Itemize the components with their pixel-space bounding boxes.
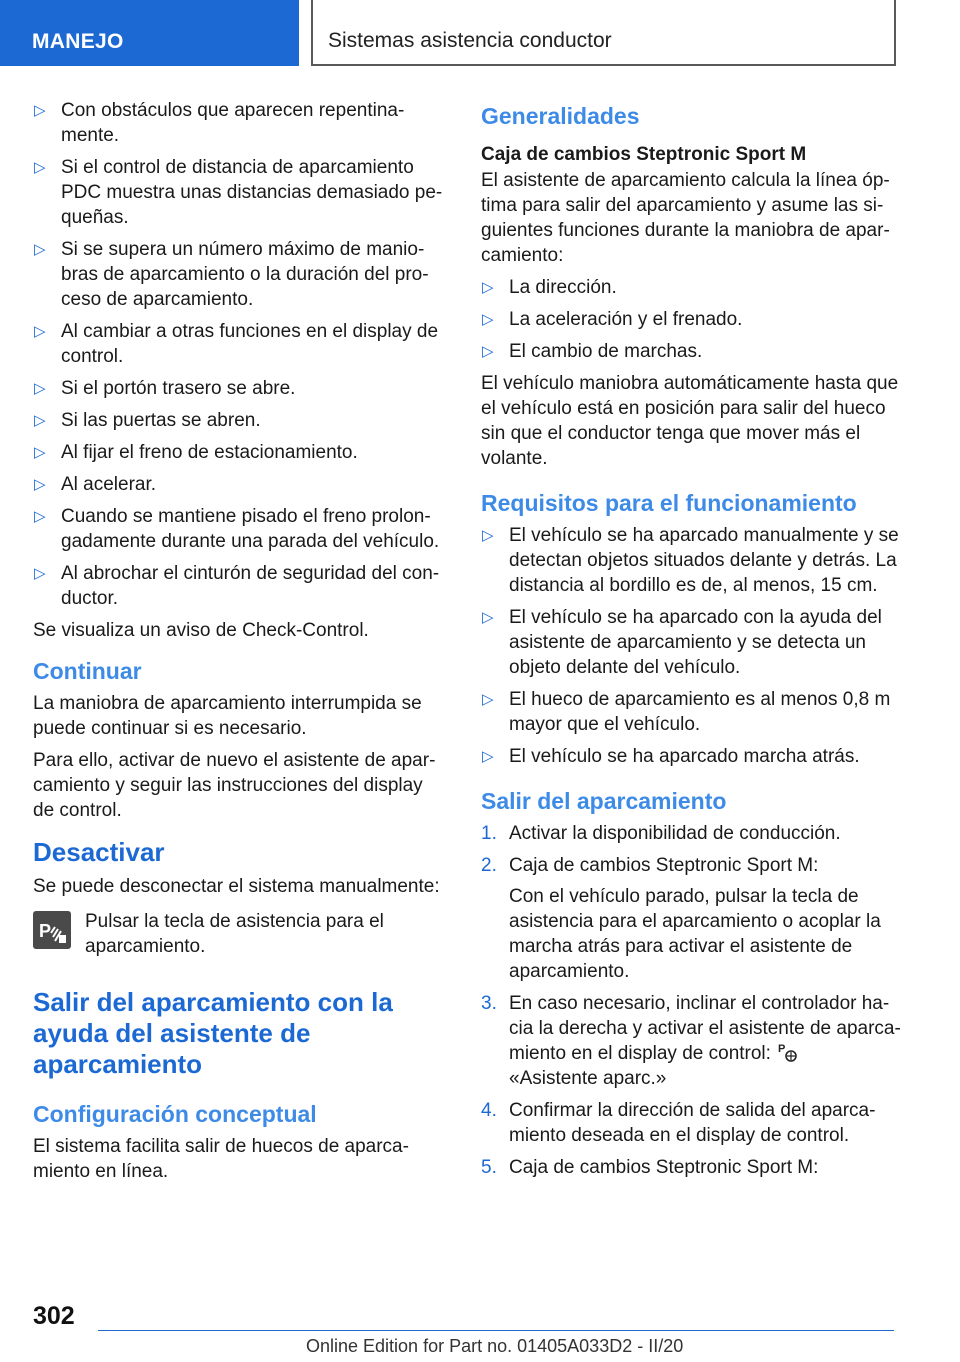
- left-column: [33, 98, 443, 1191]
- list-item: ▷ El vehículo se ha aparcado manualmente y se detectan objetos situados delante y detrás. La distancia al bordillo es de, al menos, 15 cm.: [482, 525, 899, 596]
- list-item: ▷ Al fijar el freno de estacionamiento.: [34, 442, 358, 463]
- triangle-bullet-icon: ▷: [482, 311, 494, 328]
- triangle-bullet-icon: ▷: [34, 508, 46, 525]
- continuar-heading: Continuar: [33, 658, 142, 684]
- paragraph: El sistema facilita salir de huecos de aparcamiento en línea.: [33, 1136, 409, 1182]
- chapter-title: Sistemas asistencia conductor: [311, 0, 896, 66]
- triangle-bullet-icon: ▷: [34, 444, 46, 461]
- park-assist-menu-icon: [777, 1041, 799, 1063]
- footer-divider: [98, 1330, 894, 1331]
- page-number: 302: [33, 1302, 75, 1330]
- triangle-bullet-icon: ▷: [482, 343, 494, 360]
- salir-asistente-heading: Salir del aparcamiento con la ayuda del asistente de aparcamiento: [33, 987, 393, 1079]
- list-item: ▷ Si se supera un número máximo de maniobras de aparcamiento o la duración del proceso de aparcamiento.: [34, 239, 429, 310]
- section-tab: MANEJO: [0, 0, 299, 66]
- page-header: [0, 0, 960, 66]
- triangle-bullet-icon: ▷: [34, 159, 46, 176]
- requisitos-heading: Requisitos para el funcionamiento: [481, 490, 857, 516]
- svg-text:P: P: [777, 1043, 786, 1055]
- caja-heading: Caja de cambios Steptronic Sport M: [481, 144, 807, 165]
- triangle-bullet-icon: ▷: [34, 476, 46, 493]
- salir-heading: Salir del aparcamiento: [481, 788, 727, 814]
- list-item: ▷ El vehículo se ha aparcado con la ayuda del asistente de aparcamiento y se detecta un objeto delante del vehículo.: [482, 607, 882, 678]
- list-item: ▷ El vehículo se ha aparcado marcha atrás.: [482, 746, 860, 767]
- triangle-bullet-icon: ▷: [482, 691, 494, 708]
- icon-instruction: P Pulsar la tecla de asistencia para el aparcamiento.: [33, 909, 443, 959]
- paragraph: El vehículo maniobra automáticamente hasta que el vehículo está en posición para salir del hueco sin que el conductor tenga que mover más el volante.: [481, 373, 899, 469]
- list-item: ▷ El hueco de aparcamiento es al menos 0,8 m mayor que el vehículo.: [482, 689, 891, 735]
- triangle-bullet-icon: ▷: [34, 380, 46, 397]
- list-item: ▷ La aceleración y el frenado.: [482, 309, 743, 330]
- step-item: 3. En caso necesario, inclinar el controlador hacia la derecha y activar el asistente de aparcamiento en el display de control: P «Asistente aparc.»: [481, 993, 901, 1089]
- paragraph: El asistente de aparcamiento calcula la línea óptima para salir del aparcamiento y asume las siguientes funciones durante la maniobra de aparcamiento:: [481, 170, 890, 266]
- list-item: ▷ Al acelerar.: [34, 474, 157, 495]
- paragraph: Se puede desconectar el sistema manualmente:: [33, 876, 440, 897]
- right-column: [481, 96, 901, 1187]
- triangle-bullet-icon: ▷: [482, 609, 494, 626]
- step-item: 5. Caja de cambios Steptronic Sport M:: [481, 1157, 819, 1178]
- list-item: ▷ Al cambiar a otras funciones en el display de control.: [34, 321, 439, 367]
- triangle-bullet-icon: ▷: [34, 412, 46, 429]
- paragraph: La maniobra de aparcamiento interrumpida se puede continuar si es necesario.: [33, 693, 422, 739]
- triangle-bullet-icon: ▷: [34, 323, 46, 340]
- park-assist-button-icon: [33, 911, 71, 949]
- triangle-bullet-icon: ▷: [34, 241, 46, 258]
- check-control-note: Se visualiza un aviso de Check-Control.: [33, 620, 369, 641]
- step-item: 1. Activar la disponibilidad de conducción.: [481, 823, 841, 844]
- step-item: 2. Caja de cambios Steptronic Sport M: Con el vehículo parado, pulsar la tecla de asistencia para el aparcamiento o acoplar la marcha atrás para activar el asistente de aparcamiento.: [481, 855, 881, 982]
- list-item: ▷ La dirección.: [482, 277, 617, 298]
- list-item: ▷ Si el control de distancia de aparcamiento PDC muestra unas distancias demasiado pequeñas.: [34, 157, 443, 228]
- svg-text:P: P: [39, 921, 52, 941]
- list-item: ▷ Si el portón trasero se abre.: [34, 378, 296, 399]
- triangle-bullet-icon: ▷: [34, 565, 46, 582]
- generalidades-heading: Generalidades: [481, 103, 640, 129]
- triangle-bullet-icon: ▷: [482, 748, 494, 765]
- list-item: ▷ Al abrochar el cinturón de seguridad del conductor.: [34, 563, 440, 609]
- triangle-bullet-icon: ▷: [482, 527, 494, 544]
- paragraph: Para ello, activar de nuevo el asistente de aparcamiento y seguir las instrucciones del display de control.: [33, 750, 436, 821]
- triangle-bullet-icon: ▷: [482, 279, 494, 296]
- list-item: ▷ Si las puertas se abren.: [34, 410, 261, 431]
- list-item: ▷ El cambio de marchas.: [482, 341, 703, 362]
- list-item: ▷ Con obstáculos que aparecen repentinamente.: [34, 100, 405, 146]
- configuracion-heading: Configuración conceptual: [33, 1101, 317, 1127]
- list-item: ▷ Cuando se mantiene pisado el freno prolongadamente durante una parada del vehículo.: [34, 506, 440, 552]
- footer-edition: Online Edition for Part no. 01405A033D2 - II/20: [306, 1336, 684, 1356]
- triangle-bullet-icon: ▷: [34, 102, 46, 119]
- step-item: 4. Confirmar la dirección de salida del aparcamiento deseada en el display de control.: [481, 1100, 876, 1146]
- desactivar-heading: Desactivar: [33, 837, 165, 867]
